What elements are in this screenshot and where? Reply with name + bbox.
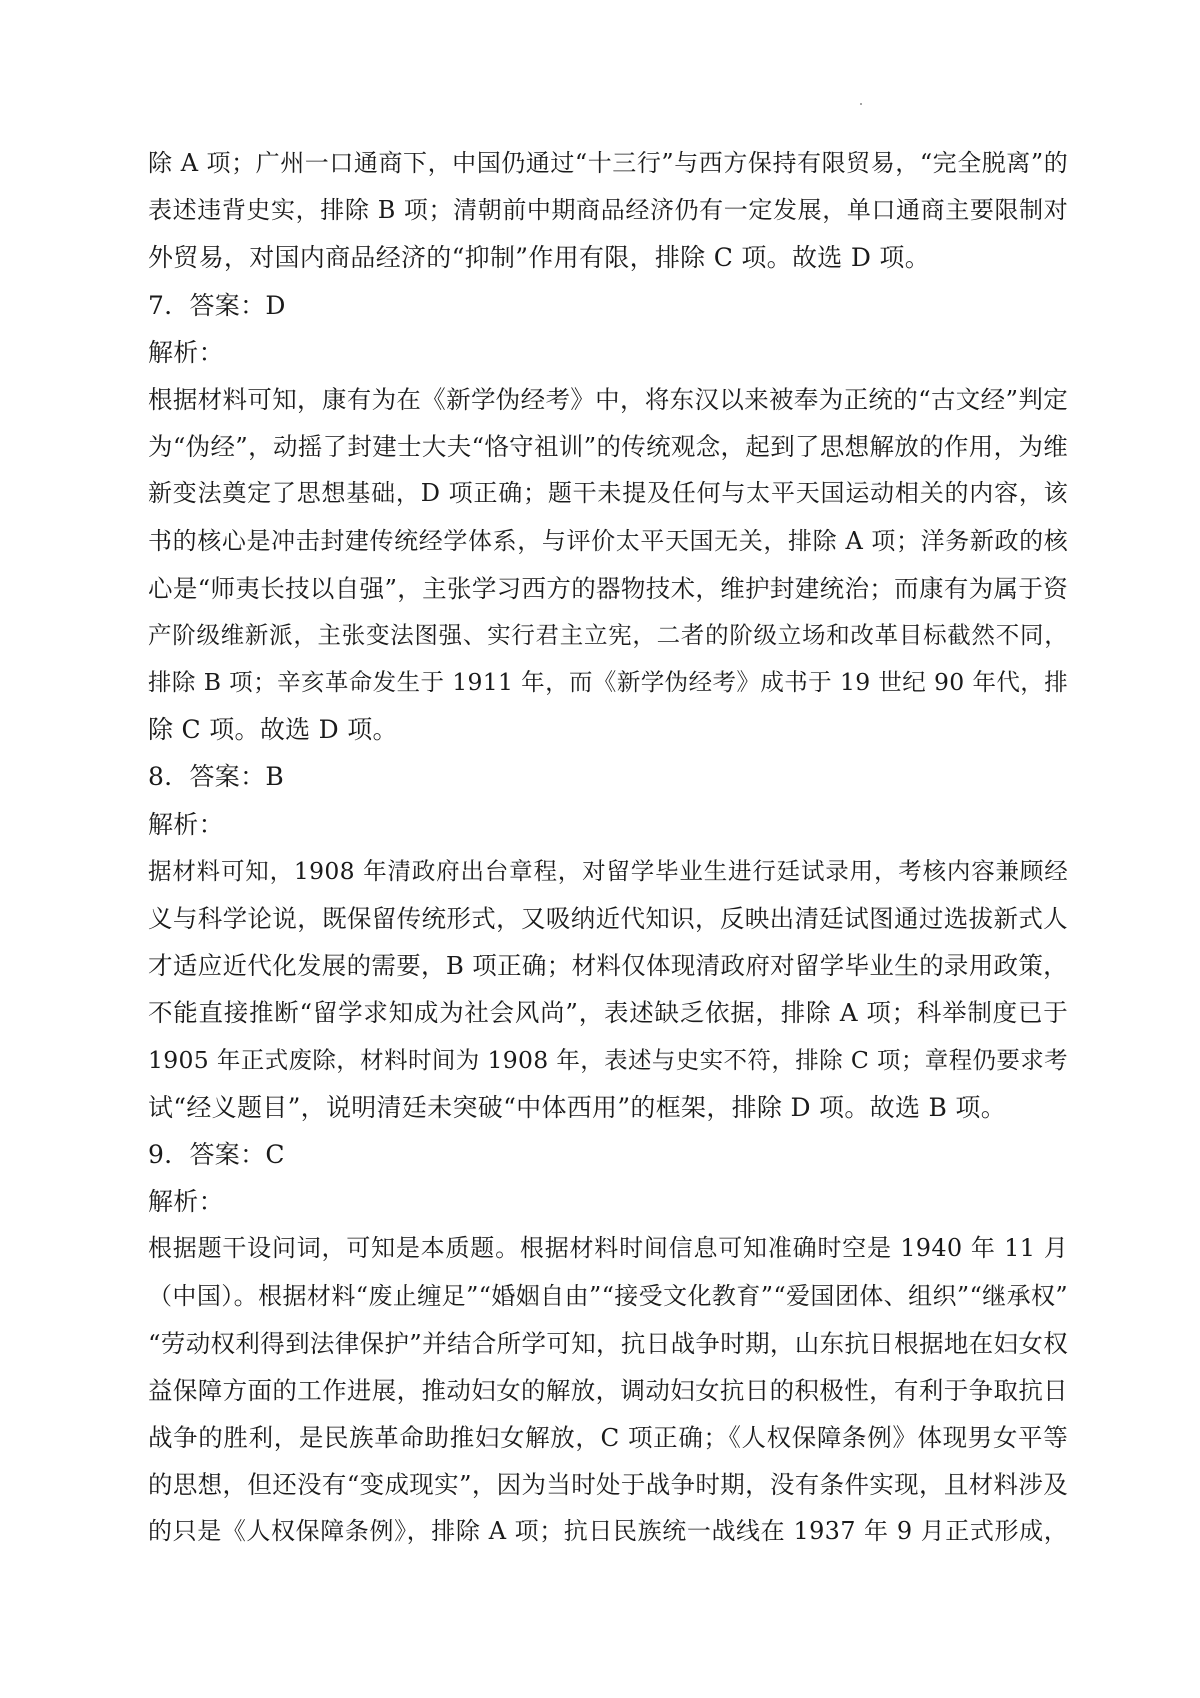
text-line: 除 C 项。故选 D 项。 (148, 715, 398, 745)
text-line: 外贸易，对国内商品经济的“抑制”作用有限，排除 C 项。故选 D 项。 (148, 243, 931, 273)
text-line: 9．答案：C (148, 1139, 285, 1169)
text-line: 才适应近代化发展的需要，B 项正确；材料仅体现清政府对留学毕业生的录用政策， (148, 951, 1068, 981)
text-line: 心是“师夷长技以自强”，主张学习西方的器物技术，维护封建统治；而康有为属于资 (148, 573, 1068, 603)
text-line: 排除 B 项；辛亥革命发生于 1911 年，而《新学伪经考》成书于 19 世纪 90 年代，排 (148, 668, 1068, 697)
text-line: 1905 年正式废除，材料时间为 1908 年，表述与史实不符，排除 C 项；章程仍要求考 (148, 1045, 1068, 1074)
text-line: 书的核心是冲击封建传统经学体系，与评价太平天国无关，排除 A 项；洋务新政的核 (148, 526, 1068, 555)
text-line: 解析： (148, 1187, 224, 1217)
text-line: 为“伪经”，动摇了封建士大夫“恪守祖训”的传统观念，起到了思想解放的作用，为维 (148, 432, 1068, 462)
text-line: 据材料可知，1908 年清政府出台章程，对留学毕业生进行廷试录用，考核内容兼顾经 (148, 856, 1068, 885)
text-line: 解析： (148, 337, 224, 367)
text-line: 试“经义题目”，说明清廷未突破“中体西用”的框架，排除 D 项。故选 B 项。 (148, 1092, 1007, 1122)
text-line: 义与科学论说，既保留传统形式，又吸纳近代知识，反映出清廷试图通过选拔新式人 (148, 904, 1068, 933)
text-line: 表述违背史实，排除 B 项；清朝前中期商品经济仍有一定发展，单口通商主要限制对 (148, 196, 1068, 225)
text-line: 益保障方面的工作进展，推动妇女的解放，调动妇女抗日的积极性，有利于争取抗日 (148, 1375, 1068, 1405)
text-line: 7．答案：D (148, 290, 286, 320)
document-body (148, 140, 1068, 1556)
text-line: 的只是《人权保障条例》，排除 A 项；抗日民族统一战线在 1937 年 9 月正式形成， (148, 1517, 1068, 1546)
text-line: 不能直接推断“留学求知成为社会风尚”，表述缺乏依据，排除 A 项；科举制度已于 (148, 998, 1068, 1028)
text-line: 产阶级维新派，主张变法图强、实行君主立宪，二者的阶级立场和改革目标截然不同， (148, 620, 1068, 649)
text-line: 解析： (148, 809, 224, 839)
text-line: 8．答案：B (148, 762, 285, 792)
text-line: 根据材料可知，康有为在《新学伪经考》中，将东汉以来被奉为正统的“古文经”判定 (148, 384, 1068, 414)
text-line: 根据题干设问词，可知是本质题。根据材料时间信息可知准确时空是 1940 年 11 月 (148, 1234, 1068, 1263)
text-line: 除 A 项；广州一口通商下，中国仍通过“十三行”与西方保持有限贸易，“完全脱离”的 (148, 149, 1068, 177)
text-line: 的思想，但还没有“变成现实”，因为当时处于战争时期，没有条件实现，且材料涉及 (148, 1470, 1068, 1500)
text-line: （中国）。根据材料“废止缠足”“婚姻自由”“接受文化教育”“爱国团体、组织”“继承权” (148, 1281, 1068, 1310)
text-line: 新变法奠定了思想基础，D 项正确；题干未提及任何与太平天国运动相关的内容，该 (148, 479, 1068, 508)
scan-speck (860, 103, 862, 105)
text-line: 战争的胜利，是民族革命助推妇女解放，C 项正确；《人权保障条例》体现男女平等 (148, 1423, 1068, 1453)
text-line: “劳动权利得到法律保护”并结合所学可知，抗日战争时期，山东抗日根据地在妇女权 (148, 1328, 1068, 1358)
